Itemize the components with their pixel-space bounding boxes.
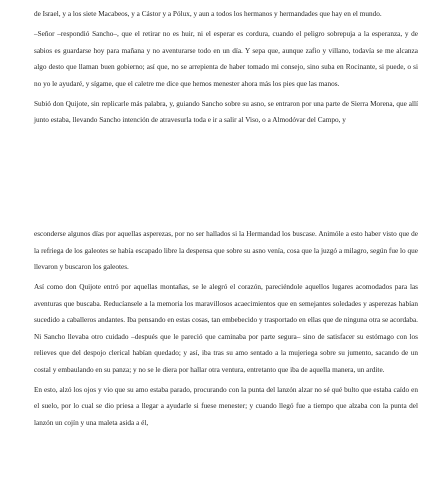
paragraph: –Señor –respondió Sancho–, que el retirar no es huir, ni el esperar es cordura, cuando el peligro sobrepuja a la esperanza, y de sabios es guardarse hoy para mañana y no aventurarse todo en un día. Y sepa que, aunque zafio y villano, todavía se me alcanza algo desto que llaman buen gobierno; así que, no se arrepienta de haber tomado mi consejo, sino suba en Rocinante, si puede, o si no yo le ayudaré, y sígame, que el caletre me dice que hemos menester ahora más los pies que las manos. bbox=[34, 30, 418, 88]
paragraph: Subió don Quijote, sin replicarle más palabra, y, guiando Sancho sobre su asno, se entraron por una parte de Sierra Morena, que allí junto estaba, llevando Sancho intención de atravesurla toda e ir a salir al Viso, o a Almodóvar del Campo, y bbox=[34, 99, 418, 124]
paragraph: de Israel, y a los siete Macabeos, y a Cástor y a Pólux, y aun a todos los hermanos y hermandades que hay en el mundo. bbox=[34, 10, 382, 18]
paragraph: esconderse algunos días por aquellas asperezas, por no ser hallados si la Hermandad los buscase. Animóle a esto haber visto que de la refriega de los galeotes se había escapado libre la despensa que sobre su asno venía, cosa que la juzgó a milagro, según fue lo que llevaron y buscaron los galeotes. bbox=[34, 230, 418, 271]
text-block-top bbox=[34, 6, 418, 129]
text-block-bottom bbox=[34, 226, 418, 431]
paragraph: Así como don Quijote entró por aquellas montañas, se le alegró el corazón, pareciéndole aquellos lugares acomodados para las aventuras que buscaba. Reducíansele a la memoria los maravillosos acaecimientos que en semejantes soledades y asperezas habían sucedido a caballeros andantes. Iba pensando en estas cosas, tan embebecido y trasportado en ellas que de ninguna otra se acordaba. Ni Sancho llevaba otro cuidado –después que le pareció que caminaba por parte segura– sino de satisfacer su estómago con los relieves que del despojo clerical habían quedado; y así, iba tras su amo sentado a la mujeriega sobre su jumento, sacando de un costal y embaulando en su panza; y no se le diera por hallar otra ventura, entretanto que iba de aquella manera, un ardite. bbox=[34, 283, 418, 374]
paragraph: En esto, alzó los ojos y vio que su amo estaba parado, procurando con la punta del lanzón alzar no sé qué bulto que estaba caído en el suelo, por lo cual se dio priesa a llegar a ayudarle si fuese menester; y cuando llegó fue a tiempo que alzaba con la punta del lanzón un cojín y una maleta asida a él, bbox=[34, 385, 418, 427]
